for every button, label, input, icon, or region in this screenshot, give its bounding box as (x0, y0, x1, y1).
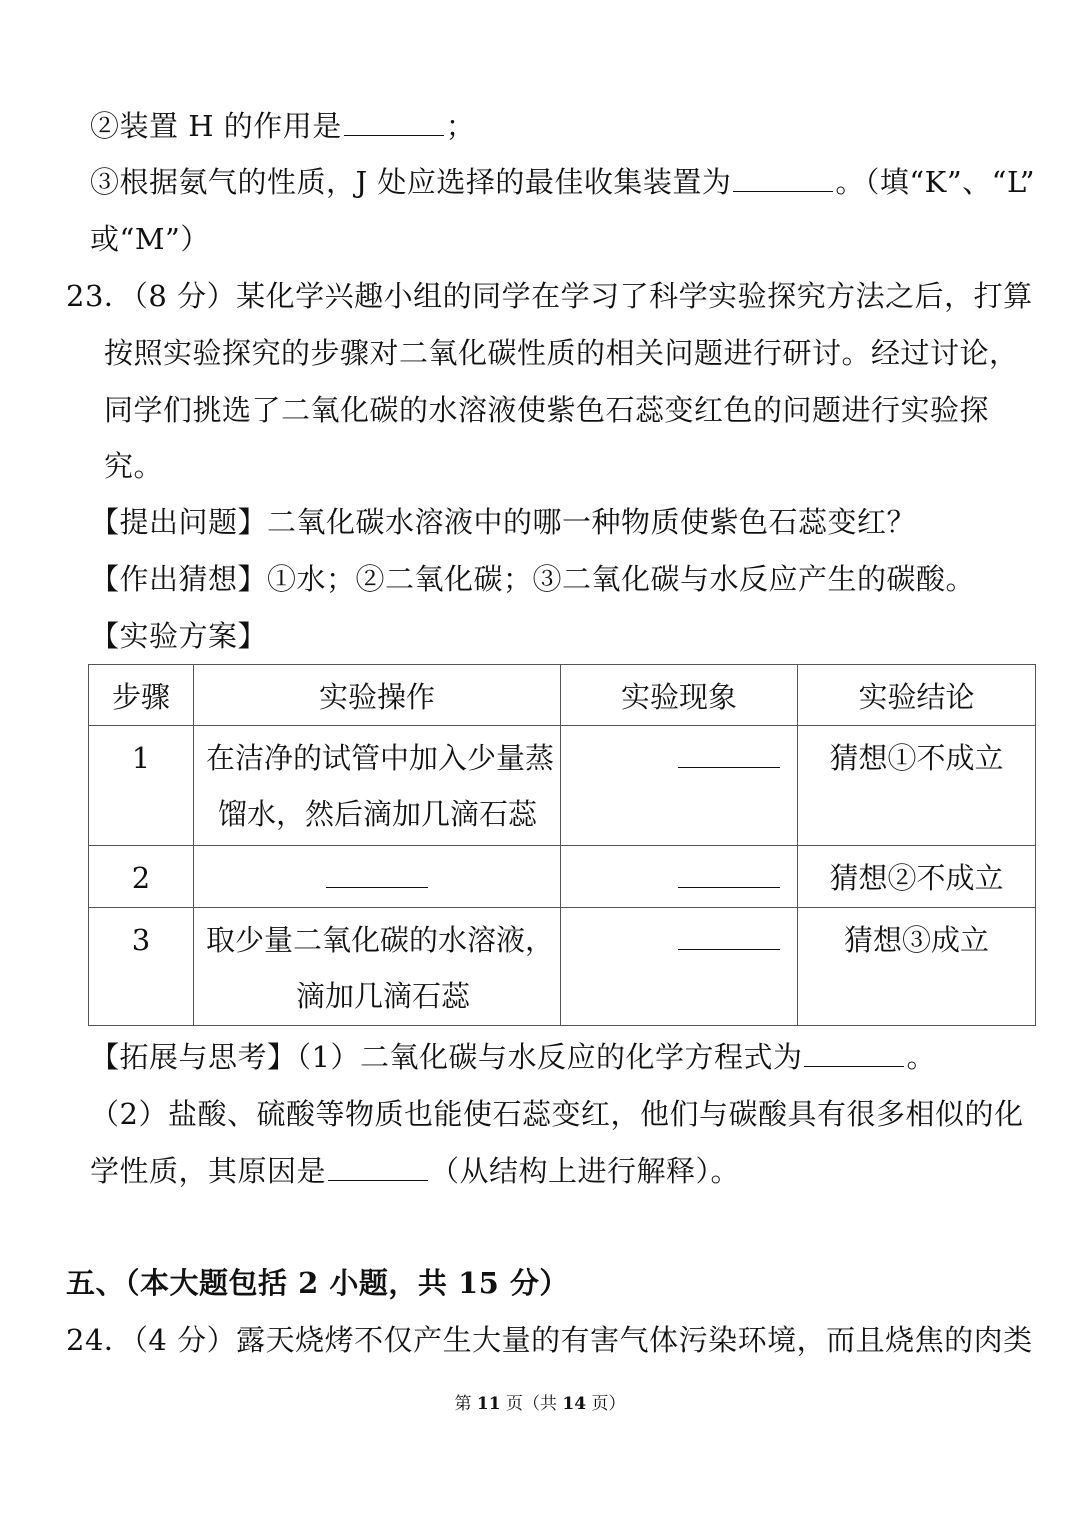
table-row (89, 846, 1036, 908)
q22-item3: ③根据氨气的性质，J 处应选择的最佳收集装置为 。（填“K”、“L” (90, 165, 1036, 199)
experiment-table (88, 664, 1036, 1026)
row1-conclusion: 猜想①不成立 (829, 741, 1004, 775)
page-footer: 第 11 页（共 14 页） (454, 1394, 626, 1414)
q23-extend2-line2: 学性质，其原因是 （从结构上进行解释）。 (90, 1154, 741, 1188)
row2-phenomenon-blank[interactable] (678, 857, 780, 888)
row3-operation: 取少量二氧化碳的水溶液， 滴加几滴石蕊 (206, 923, 555, 1013)
row1-step: 1 (131, 741, 151, 775)
q23-equation-blank[interactable] (804, 1040, 904, 1067)
q24-stem-line1: 24．（4 分）露天烧烤不仅产生大量的有害气体污染环境，而且烧焦的肉类 (66, 1323, 1033, 1357)
q23-stem-line1: 23．（8 分）某化学兴趣小组的同学在学习了科学实验探究方法之后，打算 (66, 279, 1033, 313)
row3-step: 3 (131, 923, 151, 957)
q23-extend1: 【拓展与思考】（1）二氧化碳与水反应的化学方程式为 。 (90, 1040, 936, 1074)
q22-item2: ②装置 H 的作用是 ； (90, 109, 476, 143)
row2-operation (194, 846, 560, 906)
header-conclusion: 实验结论 (798, 665, 1036, 726)
row2-conclusion: 猜想②不成立 (829, 861, 1004, 895)
row3-phenomenon (561, 908, 797, 968)
q23-plan-heading: 【实验方案】 (90, 619, 268, 653)
q23-stem-line3: 同学们挑选了二氧化碳的水溶液使紫色石蕊变红色的问题进行实验探 (104, 393, 990, 427)
q22-item3-line2: 或“M”） (90, 222, 210, 256)
row2-phenomenon (561, 846, 797, 906)
section5-title: 五、（本大题包括 2 小题，共 15 分） (66, 1266, 569, 1300)
q23-extend2-line1: （2）盐酸、硫酸等物质也能使石蕊变红，他们与碳酸具有很多相似的化 (90, 1097, 1024, 1131)
q23-stem-line4: 究。 (104, 449, 164, 483)
q22-item2-answer-blank[interactable] (344, 109, 444, 136)
table-row (89, 908, 1036, 1026)
row1-operation: 在洁净的试管中加入少量蒸 馏水，然后滴加几滴石蕊 (206, 741, 555, 831)
row2-step: 2 (131, 861, 151, 895)
header-phenomenon: 实验现象 (561, 665, 798, 726)
row2-operation-blank[interactable] (326, 857, 428, 888)
row1-phenomenon-blank[interactable] (678, 737, 780, 768)
q22-item3-answer-blank[interactable] (733, 165, 833, 192)
table-header-row (89, 665, 1036, 726)
table-row (89, 726, 1036, 846)
header-operation: 实验操作 (194, 665, 561, 726)
row1-phenomenon (561, 726, 797, 786)
row3-conclusion: 猜想③成立 (843, 923, 989, 957)
header-step: 步骤 (89, 665, 194, 726)
page-total: 14 (562, 1394, 587, 1414)
q23-stem-line2: 按照实验探究的步骤对二氧化碳性质的相关问题进行研讨。经过讨论， (104, 336, 1019, 370)
page-number: 11 (476, 1394, 501, 1414)
q23-reason-blank[interactable] (328, 1154, 428, 1181)
q23-hypothesis: 【作出猜想】①水；②二氧化碳；③二氧化碳与水反应产生的碳酸。 (90, 562, 976, 596)
row3-phenomenon-blank[interactable] (678, 919, 780, 950)
q23-question: 【提出问题】二氧化碳水溶液中的哪一种物质使紫色石蕊变红？ (90, 505, 917, 539)
